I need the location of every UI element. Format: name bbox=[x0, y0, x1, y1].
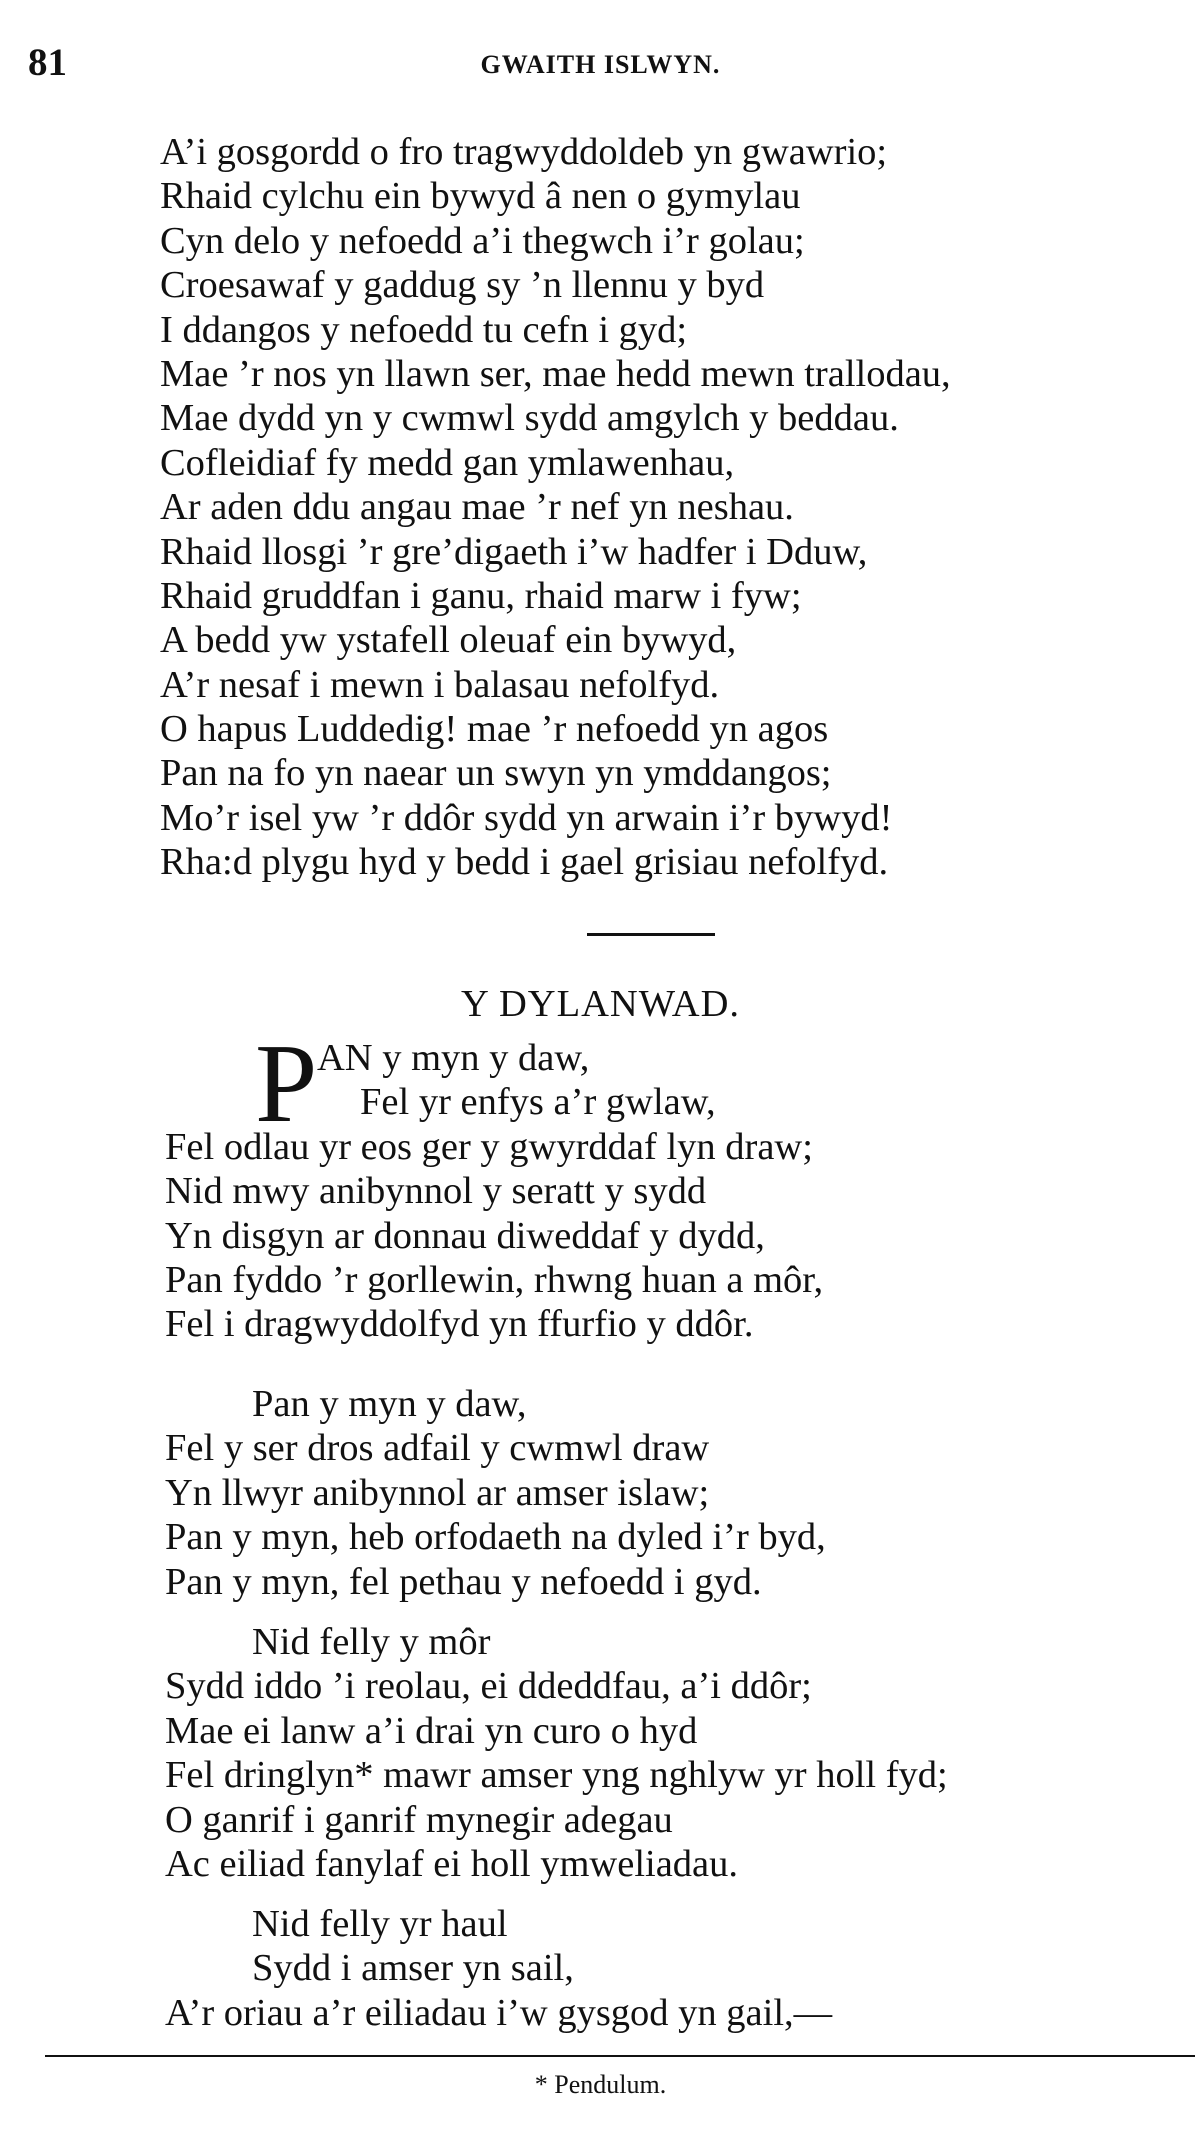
verse-line: Mae ei lanw a’i drai yn curo o hyd bbox=[165, 1709, 698, 1752]
verse-line: Rhaid cylchu ein bywyd â nen o gymylau bbox=[160, 175, 801, 218]
running-title: GWAITH ISLWYN. bbox=[480, 50, 721, 79]
page-number: 81 bbox=[28, 41, 67, 84]
verse-line: Nid felly yr haul bbox=[252, 1903, 508, 1945]
verse-line: Pan y myn, fel pethau y nefoedd i gyd. bbox=[165, 1560, 762, 1603]
verse-line: Pan y myn, heb orfodaeth na dyled i’r byd, bbox=[165, 1516, 826, 1559]
stanza bbox=[165, 1382, 826, 1604]
verse-line: Fel y ser dros adfail y cwmwl draw bbox=[165, 1427, 710, 1470]
verse-line: Sydd iddo ’i reolau, ei ddeddfau, a’i ddôr; bbox=[165, 1665, 812, 1708]
verse-line: A’r oriau a’r eiliadau i’w gysgod yn gail,— bbox=[165, 1991, 833, 2034]
footnote-divider bbox=[45, 2055, 1195, 2057]
stanza bbox=[165, 1620, 948, 1886]
verse-line: Mae ’r nos yn llawn ser, mae hedd mewn trallodau, bbox=[160, 352, 951, 395]
verse-line: A’r nesaf i mewn i balasau nefolfyd. bbox=[160, 663, 720, 706]
verse-line: Cyn delo y nefoedd a’i thegwch i’r golau; bbox=[160, 219, 805, 262]
verse-line: Fel yr enfys a’r gwlaw, bbox=[360, 1081, 716, 1124]
verse-line: Fel dringlyn* mawr amser yng nghlyw yr holl fyd; bbox=[165, 1754, 948, 1797]
verse-line: Mae dydd yn y cwmwl sydd amgylch y beddau. bbox=[160, 397, 899, 440]
verse-line: Fel i dragwyddolfyd yn ffurfio y ddôr. bbox=[165, 1303, 754, 1346]
verse-line: Ac eiliad fanylaf ei holl ymweliadau. bbox=[165, 1842, 739, 1885]
verse-line: Rha:d plygu hyd y bedd i gael grisiau nefolfyd. bbox=[160, 841, 889, 884]
verse-line: Mo’r isel yw ’r ddôr sydd yn arwain i’r bywyd! bbox=[160, 796, 893, 839]
stanza bbox=[165, 1902, 832, 2035]
page-header bbox=[28, 40, 1173, 90]
verse-line: Ar aden ddu angau mae ’r nef yn neshau. bbox=[160, 486, 794, 529]
verse-line: Cofleidiaf fy medd gan ymlawenhau, bbox=[160, 441, 735, 484]
poem-title: Y DYLANWAD. bbox=[460, 983, 741, 1025]
verse-line: Pan na fo yn naear un swyn yn ymddangos; bbox=[160, 752, 832, 795]
verse-line: Rhaid llosgi ’r gre’digaeth i’w hadfer i Dduw, bbox=[160, 530, 868, 573]
verse-continuation bbox=[160, 130, 951, 885]
drop-cap: P bbox=[255, 1022, 318, 1146]
verse-line: O ganrif i ganrif mynegir adegau bbox=[165, 1798, 673, 1841]
verse-line: Nid felly y môr bbox=[252, 1621, 491, 1663]
verse-line: A bedd yw ystafell oleuaf ein bywyd, bbox=[160, 619, 737, 662]
stanza bbox=[165, 1022, 824, 1347]
verse-line: Fel odlau yr eos ger y gwyrddaf lyn draw; bbox=[165, 1125, 813, 1168]
verse-line: I ddangos y nefoedd tu cefn i gyd; bbox=[160, 308, 688, 351]
verse-line: Nid mwy anibynnol y seratt y sydd bbox=[165, 1170, 707, 1213]
verse-line: O hapus Luddedig! mae ’r nefoedd yn agos bbox=[160, 708, 829, 751]
verse-line: Croesawaf y gaddug sy ’n llennu y byd bbox=[160, 264, 765, 307]
verse-line: Pan fyddo ’r gorllewin, rhwng huan a môr, bbox=[165, 1258, 824, 1301]
verse-line: Pan y myn y daw, bbox=[252, 1383, 527, 1425]
verse-line: Rhaid gruddfan i ganu, rhaid marw i fyw; bbox=[160, 574, 802, 617]
footnote: * Pendulum. bbox=[534, 2070, 667, 2099]
section-divider bbox=[587, 933, 715, 936]
verse-line: Yn disgyn ar donnau diweddaf y dydd, bbox=[165, 1214, 765, 1257]
verse-line: A’i gosgordd o fro tragwyddoldeb yn gwawrio; bbox=[160, 131, 888, 173]
verse-line: AN y myn y daw, bbox=[317, 1037, 590, 1079]
verse-line: Yn llwyr anibynnol ar amser islaw; bbox=[165, 1471, 710, 1514]
verse-line: Sydd i amser yn sail, bbox=[252, 1947, 574, 1990]
